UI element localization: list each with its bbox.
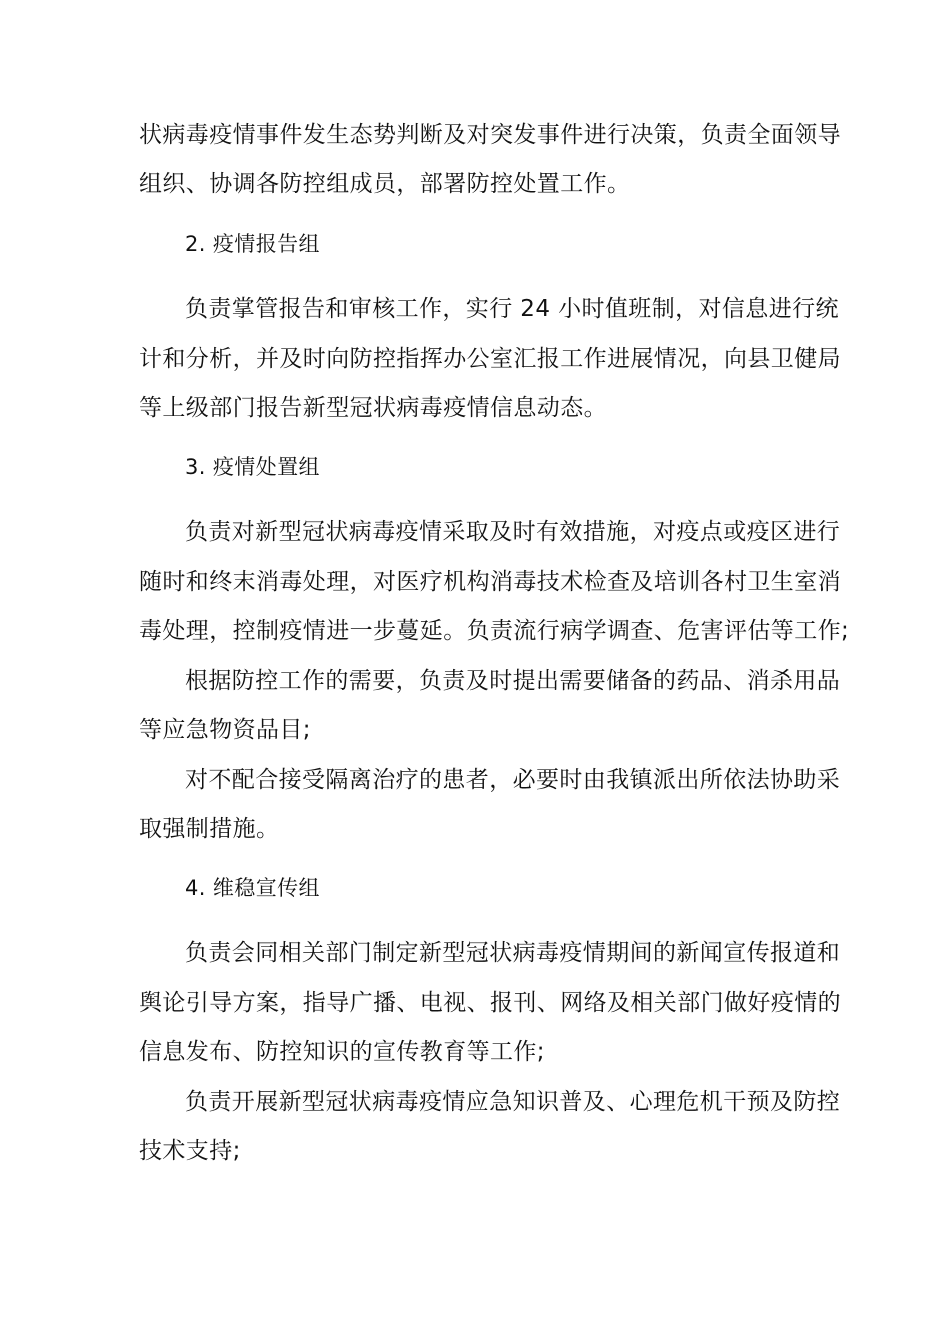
section-heading-epidemic-response: 3. 疫情处置组 — [185, 455, 320, 479]
text-line: 状病毒疫情事件发生态势判断及对突发事件进行决策，负责全面领导 — [139, 122, 841, 148]
text-line: 等应急物资品目; — [139, 717, 311, 743]
text-line: 计和分析，并及时向防控指挥办公室汇报工作进展情况，向县卫健局 — [139, 346, 841, 372]
text-line: 信息发布、防控知识的宣传教育等工作; — [139, 1039, 545, 1065]
text-line: 毒处理，控制疫情进一步蔓延。负责流行病学调查、危害评估等工作; — [139, 618, 850, 644]
text-line: 技术支持; — [139, 1138, 241, 1164]
text-line: 随时和终末消毒处理，对医疗机构消毒技术检查及培训各村卫生室消 — [139, 569, 841, 595]
text-line: 负责掌管报告和审核工作，实行 24 小时值班制，对信息进行统 — [185, 296, 839, 322]
text-line: 根据防控工作的需要，负责及时提出需要储备的药品、消杀用品 — [185, 668, 841, 694]
text-line: 负责对新型冠状病毒疫情采取及时有效措施，对疫点或疫区进行 — [185, 519, 841, 545]
text-line: 取强制措施。 — [139, 816, 280, 842]
text-line: 负责开展新型冠状病毒疫情应急知识普及、心理危机干预及防控 — [185, 1089, 841, 1115]
section-heading-stability-publicity: 4. 维稳宣传组 — [185, 876, 320, 900]
text-line: 组织、协调各防控组成员，部署防控处置工作。 — [139, 171, 631, 197]
text-line: 负责会同相关部门制定新型冠状病毒疫情期间的新闻宣传报道和 — [185, 940, 841, 966]
text-line: 对不配合接受隔离治疗的患者，必要时由我镇派出所依法协助采 — [185, 767, 841, 793]
text-line: 等上级部门报告新型冠状病毒疫情信息动态。 — [139, 395, 607, 421]
section-heading-epidemic-report: 2. 疫情报告组 — [185, 232, 320, 256]
text-line: 舆论引导方案，指导广播、电视、报刊、网络及相关部门做好疫情的 — [139, 990, 841, 1016]
